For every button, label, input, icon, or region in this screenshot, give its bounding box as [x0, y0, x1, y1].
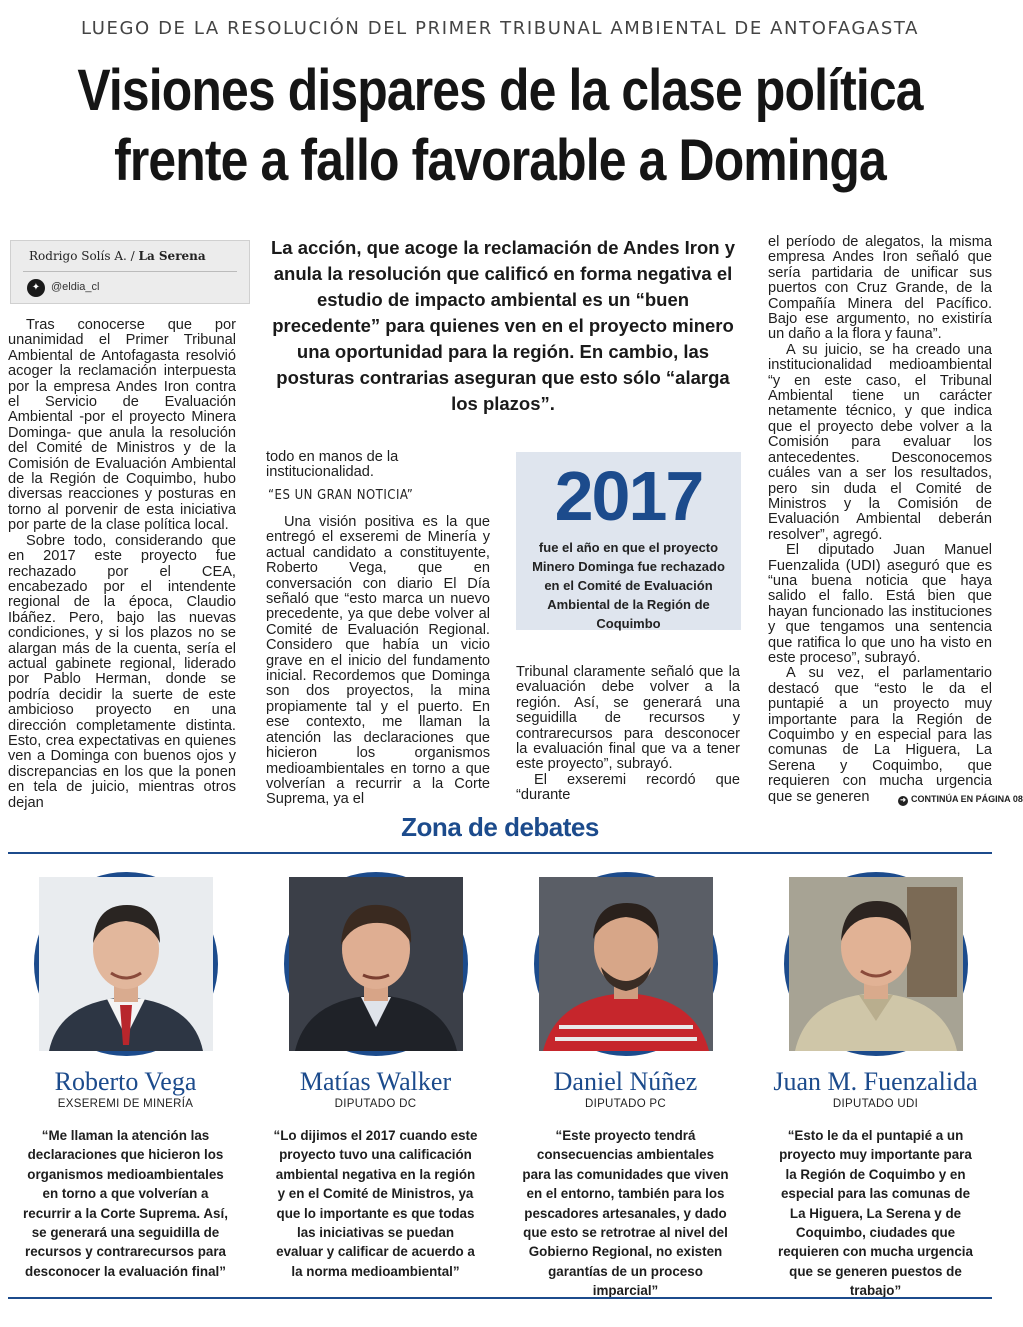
- bottom-divider: [8, 1297, 992, 1299]
- article-paragraph: todo en manos de la institucionalidad.: [266, 449, 399, 481]
- person-portrait-icon: [289, 877, 463, 1051]
- article-column-3: [516, 665, 740, 804]
- article-paragraph: Sobre todo, considerando que en 2017 este proyecto fue rechazado por el CEA, encabezado por el intendente regional de la época, Claudio Ibáñez. Pero, bajo las nuevas condiciones, y si los plazos no se alargan más de la cuenta, sería el actual gabinete regional, liderado por Pablo Herman, donde se podría decidir la suerte de este ambicioso proyecto en una dirección completamente distinta. Esto, crea expectativas en quienes ven a Dominga con buenos ojos y discrepancias en los que la ponen en tela de juicio, mientras otros dejan: [8, 532, 236, 811]
- profile-name: Juan M. Fuenzalida: [773, 1067, 978, 1096]
- portrait-photo: [284, 872, 468, 1056]
- article-column-4: [768, 235, 992, 805]
- article-paragraph: Una visión positiva es la que entregó el exseremi de Minería y actual candidato a constituyente, Roberto Vega, que en conversación con diario El Día señaló que “esto marca un nuevo precedente, ya que debe volver al Comité de Evaluación Regional. Considero que había un vicio grave en el inicio del fundamento inicial. Recordemos que Dominga son dos proyectos, la mina propiamente tal y el puerto. En ese contexto, me llaman la atención las declaraciones que hicieron los organismos medioambientales en torno a que volverían a recurrir a la Corte Suprema, ya el: [266, 514, 490, 808]
- portrait-photo: [784, 872, 968, 1056]
- factbox-number: 2017: [554, 457, 703, 535]
- article-column-2: [266, 515, 490, 808]
- headline: [70, 56, 930, 196]
- lead-paragraph: La acción, que acoge la reclamación de Andes Iron y anula la resolución que calificó en forma negativa el estudio de impacto ambiental es un “buen precedente” para quienes ven en el proyecto minero una oportunidad para la región. En cambio, las posturas contrarias aseguran que esto sólo “alarga los plazos”.: [270, 237, 736, 414]
- profile-role: EXSEREMI DE MINERÍA: [57, 1098, 194, 1110]
- profile-quote: “Me llaman la atención las declaraciones que hicieron los organismos medioambientales en torno a que volverían a recurrir a la Corte Suprema. Así, se generará una seguidilla de recursos y contrarecursos para desconocer la evaluación final”: [23, 1128, 228, 1279]
- profile-name: Matías Walker: [299, 1067, 452, 1096]
- article-column-1: [8, 318, 236, 811]
- profile-card: [258, 872, 493, 1281]
- kicker: LUEGO DE LA RESOLUCIÓN DEL PRIMER TRIBUNAL AMBIENTAL DE ANTOFAGASTA: [80, 18, 919, 39]
- profile-role: DIPUTADO PC: [584, 1098, 667, 1110]
- twitter-icon: ✦: [27, 279, 45, 297]
- article-subhead: “ES UN GRAN NOTICIA”: [268, 488, 414, 503]
- profile-name: Daniel Núñez: [553, 1067, 698, 1096]
- portrait-photo: [534, 872, 718, 1056]
- portrait-photo: [34, 872, 218, 1056]
- byline-divider: [23, 271, 237, 272]
- article-paragraph: A su vez, el parlamentario destacó que “esto le da el puntapié a un proyecto muy importante para la Región de Coquimbo y en especial para las comunas de La Higuera, La Serena y Coquimbo, que requieren con mucha urgencia que se generen: [768, 665, 992, 805]
- section-divider: [8, 852, 992, 854]
- profile-role: DIPUTADO UDI: [832, 1098, 919, 1110]
- factbox: [516, 452, 741, 630]
- person-portrait-icon: [539, 877, 713, 1051]
- section-title: Zona de debates: [401, 812, 599, 842]
- profile-card: [758, 872, 993, 1301]
- continued-label: CONTINÚA EN PÁGINA 08: [911, 794, 1023, 804]
- person-portrait-icon: [39, 877, 213, 1051]
- headline-line-2: frente a fallo favorable a Dominga: [114, 128, 886, 193]
- continued-link[interactable]: [898, 794, 1023, 806]
- person-portrait-icon: [789, 877, 963, 1051]
- byline-author-name: Rodrigo Solís A. /: [29, 249, 135, 263]
- profile-quote: “Esto le da el puntapié a un proyecto muy importante para la Región de Coquimbo y en especial para las comunas de La Higuera, La Serena y de Coquimbo, ciudades que requieren con mucha urgencia que se generen puestos de trabajo”: [778, 1128, 973, 1299]
- article-paragraph: Tras conocerse que por unanimidad el Primer Tribunal Ambiental de Antofagasta resolvió acoger la reclamación interpuesta por la empresa Andes Iron contra el Servicio de Evaluación Ambiental -por el proyecto Minera Dominga- que anula la resolución del Comité de Ministros y de la Comisión de Evaluación Ambiental de la Región de Coquimbo, hubo diversas reacciones y posturas en torno al porvenir de esta iniciativa por parte de la clase política local.: [8, 317, 236, 534]
- profile-name: Roberto Vega: [54, 1067, 197, 1096]
- article-paragraph: el período de alegatos, la misma empresa Andes Iron señaló que sería partidaria de unificar sus puertos con Cruz Grande, de la Compañía Minera del Pacífico. Bajo ese argumento, no existiría un daño a la flora y fauna”.: [768, 234, 992, 343]
- profile-role: DIPUTADO DC: [334, 1098, 417, 1110]
- profile-quote: “Lo dijimos el 2017 cuando este proyecto tuvo una calificación ambiental negativa en la región y en el Comité de Ministros, ya que lo importante es que todas las iniciativas se puedan evaluar y calificar de acuerdo a la norma medioambiental”: [273, 1128, 478, 1279]
- article-paragraph: Tribunal claramente señaló que la evaluación debe volver a la región. Así, se generará una seguidilla de recursos y contrarecursos para desconocer la evaluación final que va a tener este proyecto”, subrayó.: [516, 664, 740, 773]
- byline-box: [10, 240, 250, 304]
- headline-line-1: Visiones dispares de la clase política: [77, 58, 923, 123]
- article-paragraph: A su juicio, se ha creado una institucionalidad medioambiental “y en este caso, el Tribunal Ambiental tiene un carácter netamente técnico, y que indica que el proyecto debe volver a la Comisión para evaluar los antecedentes. Desconocemos cuáles van a ser los resultados, pero sin duda el Comité de Ministros y la Comisión de Evaluación Ambiental deberán resolver”, agregó.: [768, 341, 992, 543]
- article-paragraph: El diputado Juan Manuel Fuenzalida (UDI) aseguró que es “una buena noticia que haya salido el fallo. Está bien que hayan funcionado las instituciones y que tengamos una sentencia que ratifica lo que uno ha visto en este proceso”, subrayó.: [768, 542, 992, 666]
- byline-city: La Serena: [138, 249, 206, 263]
- factbox-text: fue el año en que el proyecto Minero Dominga fue rechazado en el Comité de Evaluación Ambiental de la Región de Coquimbo: [532, 540, 725, 631]
- article-column-2-continuation: [266, 450, 488, 481]
- profile-quote: “Este proyecto tendrá consecuencias ambientales para las comunidades que viven en el entorno, también para los pescadores artesanales, y dado que esto se retrotrae al nivel del Gobierno Regional, no existen garantías de un proceso imparcial”: [522, 1128, 729, 1299]
- byline-author: [29, 249, 206, 263]
- article-paragraph: El exseremi recordó que “durante: [516, 771, 740, 804]
- twitter-handle[interactable]: @eldia_cl: [51, 281, 100, 293]
- profile-card: [508, 872, 743, 1301]
- arrow-right-icon: ➜: [898, 796, 908, 806]
- profile-card: [8, 872, 243, 1281]
